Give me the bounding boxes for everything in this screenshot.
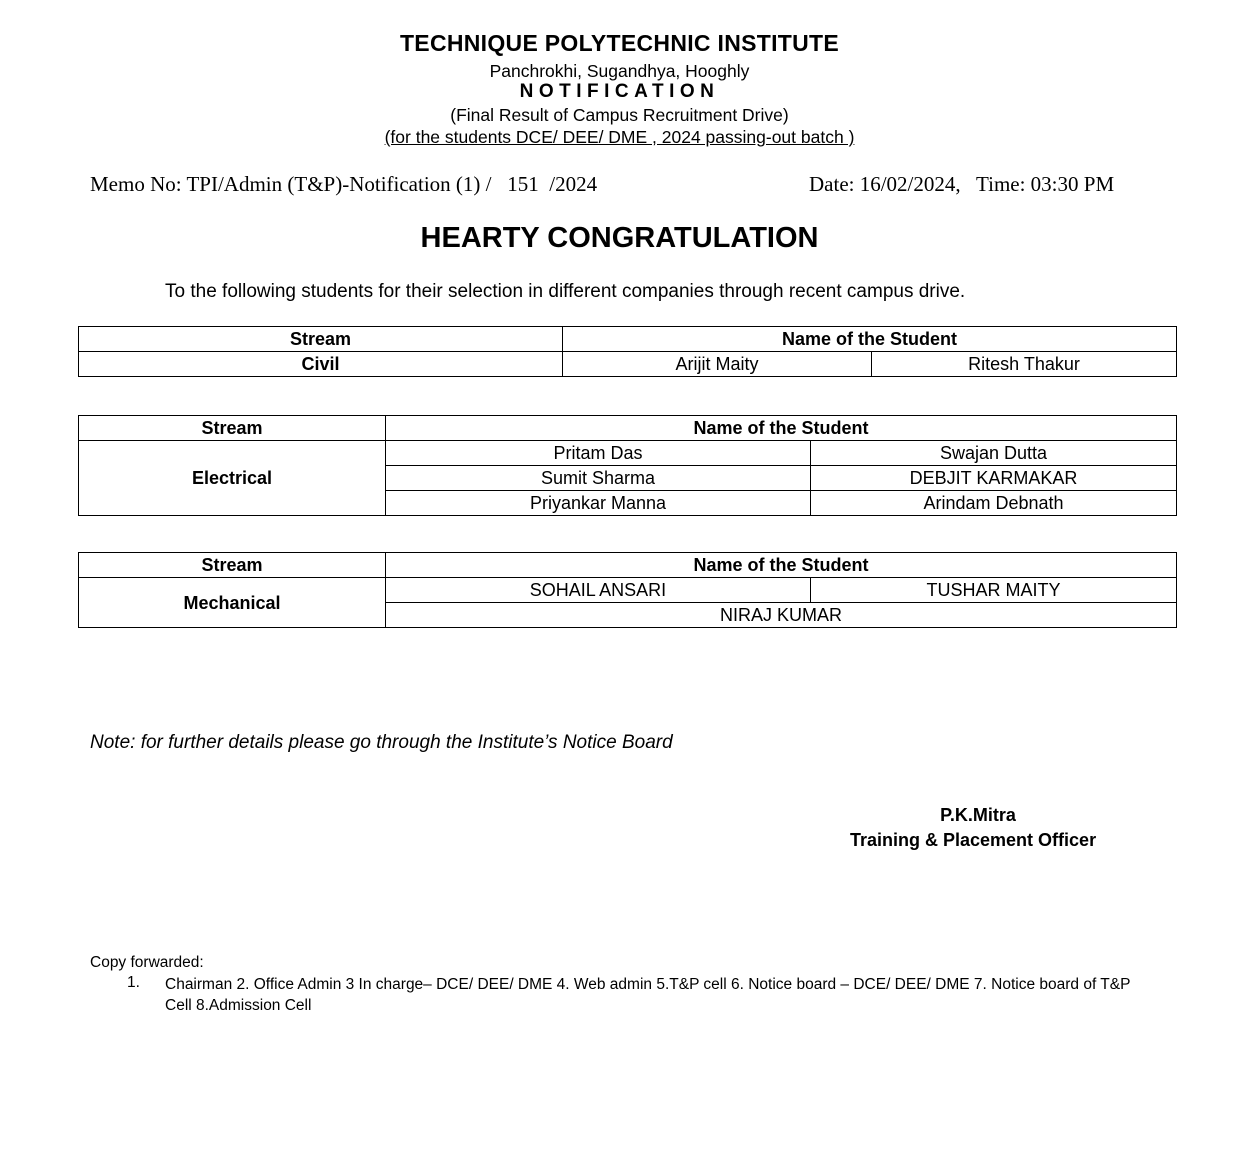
- student-name-header: Name of the Student: [386, 416, 1177, 441]
- table-header-row: [79, 416, 1177, 441]
- institute-address: Panchrokhi, Sugandhya, Hooghly: [489, 61, 750, 81]
- page-heading: HEARTY CONGRATULATION: [420, 222, 819, 254]
- student-cell: Swajan Dutta: [811, 441, 1177, 466]
- notification-subtitle: (Final Result of Campus Recruitment Drive): [450, 105, 789, 125]
- civil-results-table: [78, 326, 1177, 377]
- copy-forwarded-label: Copy forwarded:: [90, 954, 204, 971]
- student-cell: Pritam Das: [386, 441, 811, 466]
- institute-name: TECHNIQUE POLYTECHNIC INSTITUTE: [399, 30, 840, 56]
- student-cell: DEBJIT KARMAKAR: [811, 466, 1177, 491]
- student-name-header: Name of the Student: [563, 327, 1177, 352]
- intro-text: To the following students for their selection in different companies through recent campus drive.: [165, 281, 966, 302]
- student-cell: SOHAIL ANSARI: [386, 578, 811, 603]
- stream-header: Stream: [79, 553, 386, 578]
- notification-title: NOTIFICATION: [519, 81, 720, 102]
- student-cell: Ritesh Thakur: [872, 352, 1177, 377]
- signatory-title: Training & Placement Officer: [850, 830, 1097, 850]
- student-cell: Arijit Maity: [563, 352, 872, 377]
- copy-list-number: 1.: [127, 974, 140, 991]
- electrical-results-table: [78, 415, 1177, 516]
- table-row: [79, 578, 1177, 603]
- table-header-row: [79, 553, 1177, 578]
- memo-number: Memo No: TPI/Admin (T&P)-Notification (1) / 151 /2024: [90, 172, 598, 196]
- signatory-name: P.K.Mitra: [940, 805, 1016, 825]
- note-text: Note: for further details please go through the Institute’s Notice Board: [90, 732, 673, 753]
- student-cell: Arindam Debnath: [811, 491, 1177, 516]
- table-header-row: [79, 327, 1177, 352]
- stream-header: Stream: [79, 327, 563, 352]
- copy-recipients-text: Chairman 2. Office Admin 3 In charge– DCE/ DEE/ DME 4. Web admin 5.T&P cell 6. Notice board – DCE/ DEE/ DME 7. Notice board of T&P Cell 8.Admission Cell: [165, 976, 1131, 1014]
- batch-line: [0, 127, 1239, 148]
- student-cell: NIRAJ KUMAR: [386, 603, 1177, 628]
- student-cell: Sumit Sharma: [386, 466, 811, 491]
- batch-text: (for the students DCE/ DEE/ DME , 2024 passing-out batch ): [384, 127, 855, 147]
- student-cell: TUSHAR MAITY: [811, 578, 1177, 603]
- student-cell: Priyankar Manna: [386, 491, 811, 516]
- stream-cell: Mechanical: [79, 578, 386, 628]
- table-row: [79, 352, 1177, 377]
- stream-cell: Civil: [79, 352, 563, 377]
- stream-header: Stream: [79, 416, 386, 441]
- stream-cell: Electrical: [79, 441, 386, 516]
- memo-datetime: Date: 16/02/2024, Time: 03:30 PM: [809, 172, 1115, 196]
- mechanical-results-table: [78, 552, 1177, 628]
- table-row: [79, 441, 1177, 466]
- student-name-header: Name of the Student: [386, 553, 1177, 578]
